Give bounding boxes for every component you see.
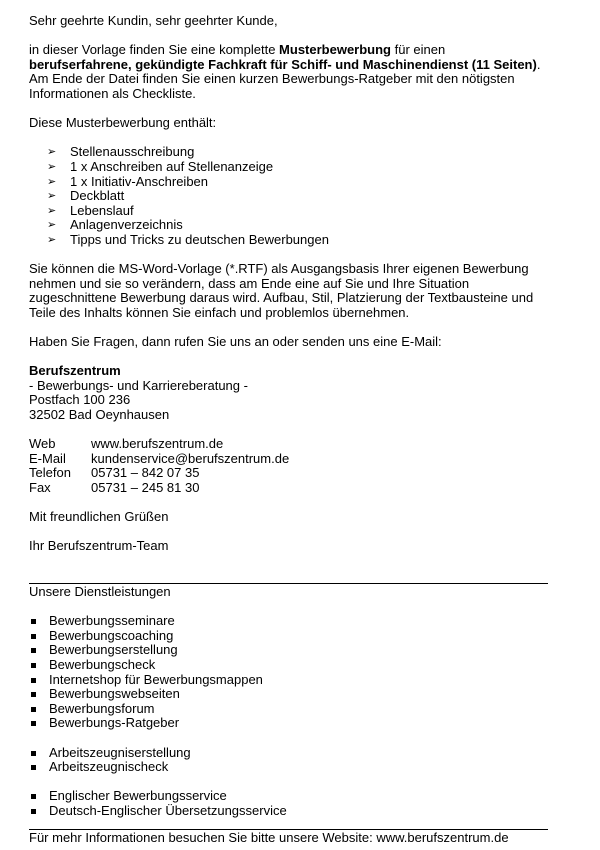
service-item xyxy=(29,658,549,673)
closing: Mit freundlichen Grüßen xyxy=(29,509,169,525)
service-label: Deutsch-Englischer Übersetzungsservice xyxy=(49,802,287,818)
company-tagline: - Bewerbungs- und Karriereberatung - xyxy=(29,377,248,393)
contents-item xyxy=(29,233,549,248)
service-item xyxy=(29,702,549,717)
service-label: Arbeitszeugnischeck xyxy=(49,759,169,775)
services-list-3 xyxy=(29,789,549,818)
company-name-text: Berufszentrum xyxy=(29,363,121,379)
contact-row-web xyxy=(29,437,549,452)
contact-row-fax xyxy=(29,481,549,496)
signature: Ihr Berufszentrum-Team xyxy=(29,538,169,554)
letter-body xyxy=(29,14,549,554)
arrow-bullet-icon: ➢ xyxy=(47,160,57,173)
contents-item-label: Deckblatt xyxy=(70,188,125,204)
service-item xyxy=(29,760,549,775)
contact-row-email xyxy=(29,452,549,467)
contact-value: 05731 – 245 81 30 xyxy=(91,480,200,495)
arrow-bullet-icon: ➢ xyxy=(47,146,57,159)
company-address-1: Postfach 100 236 xyxy=(29,392,131,408)
contact-label: Web xyxy=(29,436,56,452)
contents-item xyxy=(29,160,549,175)
service-label: Internetshop für Bewerbungsmappen xyxy=(49,671,263,687)
contact-value: kundenservice@berufszentrum.de xyxy=(91,450,290,466)
questions-paragraph: Haben Sie Fragen, dann rufen Sie uns an oder senden uns eine E-Mail: xyxy=(29,334,442,350)
contact-value: www.berufszentrum.de xyxy=(91,436,224,452)
service-label: Englischer Bewerbungsservice xyxy=(49,788,227,804)
contents-heading: Diese Musterbewerbung enthält: xyxy=(29,115,217,131)
intro-text-1: in dieser Vorlage finden Sie eine komplette xyxy=(29,42,280,58)
arrow-bullet-icon: ➢ xyxy=(47,219,57,232)
service-item xyxy=(29,673,549,688)
service-label: Bewerbungsforum xyxy=(49,700,155,716)
contact-row-phone xyxy=(29,466,549,481)
service-item xyxy=(29,614,549,629)
arrow-bullet-icon: ➢ xyxy=(47,204,57,217)
square-bullet-icon xyxy=(31,721,36,726)
contents-item xyxy=(29,204,549,219)
usage-paragraph: Sie können die MS-Word-Vorlage (*.RTF) als Ausgangsbasis Ihrer eigenen Bewerbung nehmen und sie so verändern, dass am Ende eine auf Sie und Ihre Situation zugeschnittene Bewerbung daraus wird. Aufbau, Stil, Platzierung der Textbausteine und Teile des Inhalts können Sie einfach und problemlos übernehmen. xyxy=(29,261,534,320)
contact-label: Telefon xyxy=(29,465,71,481)
square-bullet-icon xyxy=(31,634,36,639)
contents-list xyxy=(29,145,549,247)
company-name xyxy=(29,364,549,379)
service-item xyxy=(29,789,549,804)
service-label: Bewerbungserstellung xyxy=(49,642,178,658)
contents-item-label: Stellenausschreibung xyxy=(70,144,195,160)
intro-paragraph xyxy=(29,43,549,101)
square-bullet-icon xyxy=(31,663,36,668)
services-heading: Unsere Dienstleistungen xyxy=(29,584,171,599)
intro-text-2: für einen xyxy=(391,42,446,58)
contact-table xyxy=(29,437,549,495)
contents-item-label: 1 x Initiativ-Anschreiben xyxy=(70,173,209,189)
service-label: Bewerbungscheck xyxy=(49,656,156,672)
contents-item xyxy=(29,189,549,204)
contents-item-label: Anlagenverzeichnis xyxy=(70,217,183,233)
square-bullet-icon xyxy=(31,707,36,712)
arrow-bullet-icon: ➢ xyxy=(47,175,57,188)
contact-label: Fax xyxy=(29,480,51,495)
services-section xyxy=(29,585,549,819)
intro-bold-1: Musterbewerbung xyxy=(279,42,392,58)
contents-item xyxy=(29,175,549,190)
contents-item-label: Lebenslauf xyxy=(70,202,134,218)
square-bullet-icon xyxy=(31,692,36,697)
contents-item-label: 1 x Anschreiben auf Stellenanzeige xyxy=(70,158,274,174)
company-address-2: 32502 Bad Oeynhausen xyxy=(29,407,170,423)
service-item xyxy=(29,629,549,644)
square-bullet-icon xyxy=(31,751,36,756)
contents-item xyxy=(29,145,549,160)
arrow-bullet-icon: ➢ xyxy=(47,233,57,246)
service-item xyxy=(29,643,549,658)
services-list-1 xyxy=(29,614,549,731)
footer-text: Für mehr Informationen besuchen Sie bitte unsere Website: www.berufszentrum.de xyxy=(29,830,509,845)
square-bullet-icon xyxy=(31,678,36,683)
service-label: Bewerbungsseminare xyxy=(49,613,175,629)
service-label: Arbeitszeugniserstellung xyxy=(49,744,191,760)
intro-bold-2: berufserfahrene, gekündigte Fachkraft für Schiff- und Maschinendienst (11 Seiten) xyxy=(29,56,537,72)
square-bullet-icon xyxy=(31,809,36,814)
service-label: Bewerbungs-Ratgeber xyxy=(49,715,180,731)
square-bullet-icon xyxy=(31,765,36,770)
contents-item-label: Tipps und Tricks zu deutschen Bewerbungen xyxy=(70,231,329,247)
contact-label: E-Mail xyxy=(29,450,66,466)
service-label: Bewerbungscoaching xyxy=(49,627,174,643)
square-bullet-icon xyxy=(31,648,36,653)
service-item xyxy=(29,687,549,702)
intro-text-3: . Am Ende der Datei finden Sie einen kurzen Bewerbungs-Ratgeber mit den nötigsten Informationen als Checkliste. xyxy=(29,56,541,101)
service-label: Bewerbungswebseiten xyxy=(49,686,180,702)
arrow-bullet-icon: ➢ xyxy=(47,190,57,203)
contents-item xyxy=(29,218,549,233)
service-item xyxy=(29,716,549,731)
contact-value: 05731 – 842 07 35 xyxy=(91,465,200,481)
service-item xyxy=(29,746,549,761)
services-list-2 xyxy=(29,746,549,775)
square-bullet-icon xyxy=(31,794,36,799)
service-item xyxy=(29,804,549,819)
salutation: Sehr geehrte Kundin, sehr geehrter Kunde, xyxy=(29,13,278,28)
square-bullet-icon xyxy=(31,619,36,624)
